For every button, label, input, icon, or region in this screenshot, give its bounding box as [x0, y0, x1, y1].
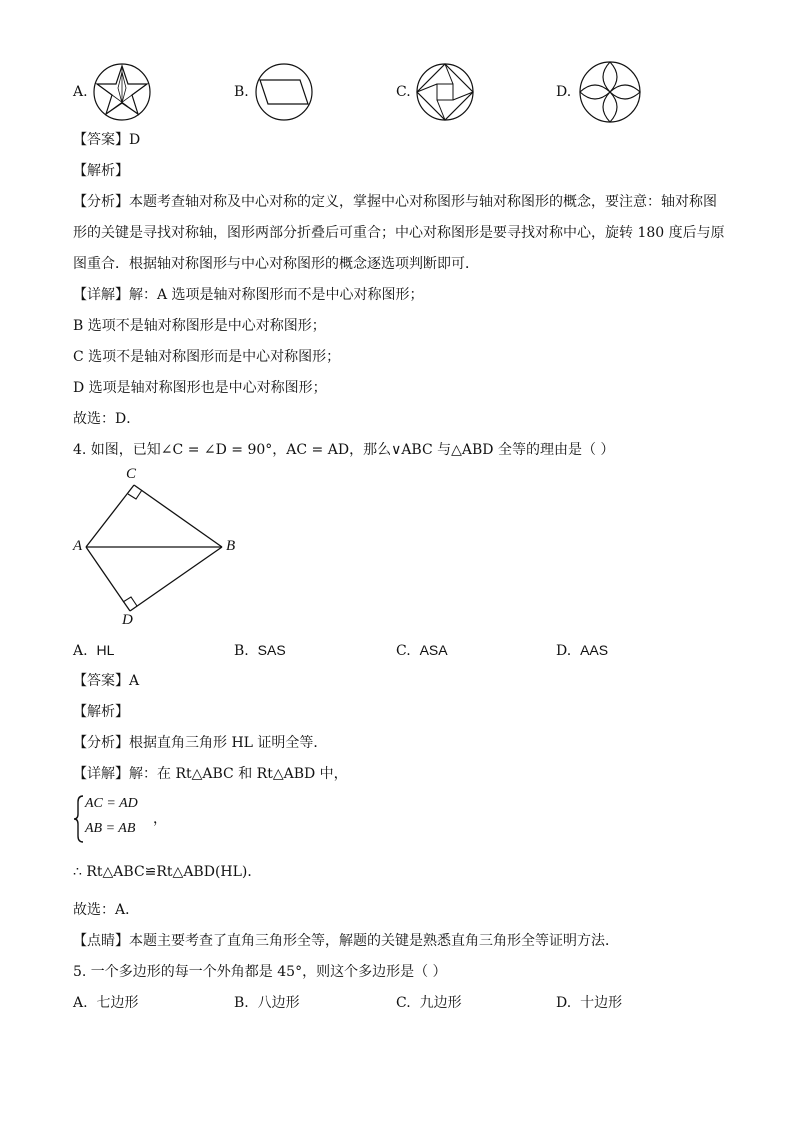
four-petal-flower-in-circle-figure [578, 60, 642, 124]
equation-line-2: AB = AB [85, 821, 136, 836]
q3-option-c-label: C. [396, 84, 411, 100]
equation-system [73, 794, 213, 844]
q3-fenxi-line-1: 【分析】本题考查轴对称及中心对称的定义，掌握中心对称图形与轴对称图形的概念，要注意：轴对称图 [73, 194, 717, 210]
vertex-label-d: D [122, 612, 133, 628]
q3-fenxi-line-3: 图重合．根据轴对称图形与中心对称图形的概念逐选项判断即可． [73, 256, 479, 272]
q5-option-a: A. 七边形 [73, 995, 139, 1011]
q4-guxuan: 故选：A． [73, 902, 140, 918]
q3-b-line: B 选项不是轴对称图形是中心对称图形； [73, 318, 326, 334]
pinwheel-square-in-circle-figure [415, 62, 475, 122]
q4-option-b: B. SAS [234, 642, 286, 659]
q5-option-c: C. 九边形 [396, 995, 462, 1011]
q4-fenxi: 【分析】根据直角三角形 HL 证明全等． [73, 735, 328, 751]
q3-d-line: D 选项是轴对称图形也是中心对称图形； [73, 380, 327, 396]
left-brace-icon [73, 794, 85, 844]
star-in-circle-figure [92, 62, 152, 122]
q4-option-a: A. HL [73, 642, 115, 659]
q4-jiexi-heading: 【解析】 [73, 704, 129, 720]
q3-option-d-label: D. [556, 84, 572, 100]
vertex-label-c: C [126, 466, 137, 482]
q3-c-line: C 选项不是轴对称图形而是中心对称图形； [73, 349, 341, 365]
parallelogram-in-circle-figure [254, 62, 314, 122]
q3-answer: 【答案】D [73, 132, 141, 148]
vertex-label-b: B [226, 538, 236, 554]
q3-fenxi-line-2: 形的关键是寻找对称轴，图形两部分折叠后可重合；中心对称图形是要寻找对称中心，旋转 180 度后与原 [73, 225, 725, 241]
equation-comma: ， [153, 811, 167, 827]
q4-xiangjie: 【详解】解：在 Rt△ABC 和 Rt△ABD 中， [73, 766, 348, 782]
q4-option-c: C. ASA [396, 642, 448, 659]
q3-option-b-label: B. [234, 84, 249, 100]
vertex-label-a: A [73, 538, 83, 554]
q4-stem: 4. 如图，已知∠C = ∠D = 90°，AC = AD，那么∨ABC 与△ABD 全等的理由是（ ） [73, 442, 615, 458]
q3-jiexi-heading: 【解析】 [73, 163, 129, 179]
kite-triangle-figure [70, 465, 250, 635]
equation-line-1: AC = AD [85, 796, 138, 811]
q3-guxuan: 故选：D． [73, 411, 141, 427]
q4-therefore: ∴ Rt△ABC≌Rt△ABD(HL)． [73, 864, 262, 880]
q3-xiangjie: 【详解】解：A 选项是轴对称图形而不是中心对称图形； [73, 287, 424, 303]
q5-option-b: B. 八边形 [234, 995, 300, 1011]
q5-stem: 5. 一个多边形的每一个外角都是 45°，则这个多边形是（ ） [73, 964, 447, 980]
q4-answer: 【答案】A [73, 673, 140, 689]
q5-option-d: D. 十边形 [556, 995, 623, 1011]
q4-option-d: D. AAS [556, 642, 609, 659]
q3-option-a-label: A. [73, 84, 88, 100]
q4-dianjing: 【点睛】本题主要考查了直角三角形全等，解题的关键是熟悉直角三角形全等证明方法． [73, 933, 619, 949]
